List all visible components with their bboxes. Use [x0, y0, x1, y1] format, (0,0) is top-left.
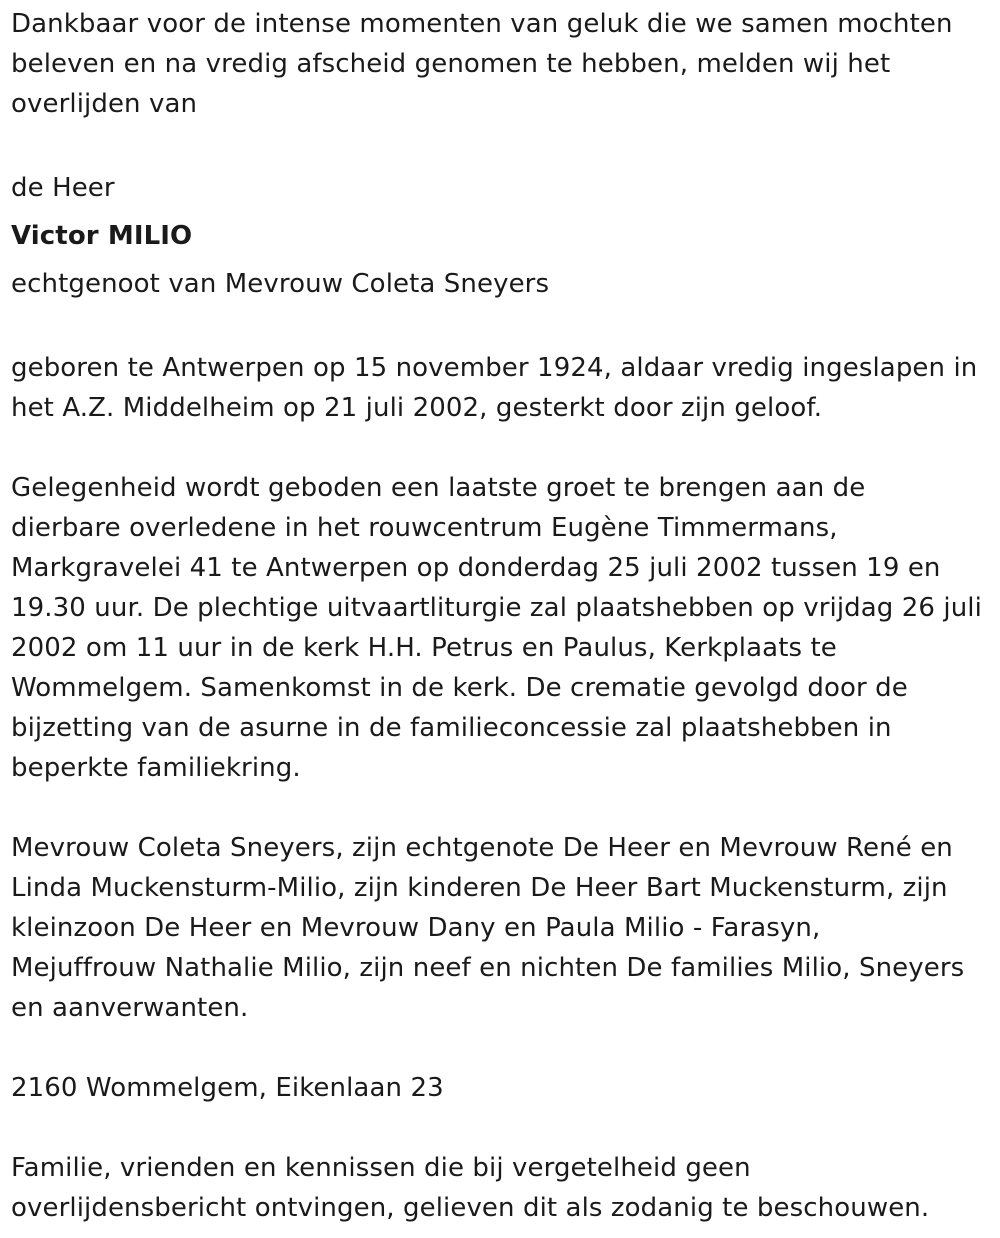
birth-death-line: het A.Z. Middelheim op 21 juli 2002, gesterkt door zijn geloof.: [11, 393, 823, 423]
birth-death-paragraph: [11, 348, 996, 428]
spacer: [11, 1028, 996, 1068]
deceased-name: Victor MILIO: [11, 221, 193, 251]
birth-death-line: geboren te Antwerpen op 15 november 1924, aldaar vredig ingeslapen in: [11, 353, 978, 383]
spacer: [11, 788, 996, 828]
closing-paragraph: [11, 1148, 996, 1228]
spouse-line: echtgenoot van Mevrouw Coleta Sneyers: [11, 269, 550, 299]
funeral-info-line: Wommelgem. Samenkomst in de kerk. De crematie gevolgd door de: [11, 673, 908, 703]
family-line: Linda Muckensturm-Milio, zijn kinderen De Heer Bart Muckensturm, zijn: [11, 873, 948, 903]
spacer: [11, 428, 996, 468]
funeral-info-line: Markgravelei 41 te Antwerpen op donderdag 25 juli 2002 tussen 19 en: [11, 553, 941, 583]
address: 2160 Wommelgem, Eikenlaan 23: [11, 1073, 444, 1103]
family-line: kleinzoon De Heer en Mevrouw Dany en Paula Milio - Farasyn,: [11, 913, 821, 943]
intro-line: beleven en na vredig afscheid genomen te hebben, melden wij het: [11, 49, 891, 79]
family-paragraph: [11, 828, 996, 1028]
salutation: de Heer: [11, 173, 115, 203]
funeral-info-line: Gelegenheid wordt geboden een laatste groet te brengen aan de: [11, 473, 866, 503]
family-line: en aanverwanten.: [11, 993, 249, 1023]
funeral-info-line: 19.30 uur. De plechtige uitvaartliturgie zal plaatshebben op vrijdag 26 juli: [11, 593, 982, 623]
family-line: Mevrouw Coleta Sneyers, zijn echtgenote De Heer en Mevrouw René en: [11, 833, 953, 863]
spacer: [11, 1108, 996, 1148]
funeral-info-line: 2002 om 11 uur in de kerk H.H. Petrus en Paulus, Kerkplaats te: [11, 633, 837, 663]
funeral-info-line: dierbare overledene in het rouwcentrum Eugène Timmermans,: [11, 513, 838, 543]
intro-line: overlijden van: [11, 89, 198, 119]
closing-line: overlijdensbericht ontvingen, gelieven dit als zodanig te beschouwen.: [11, 1193, 930, 1223]
spacer: [11, 308, 996, 348]
funeral-info-paragraph: [11, 468, 996, 788]
funeral-info-line: beperkte familiekring.: [11, 753, 301, 783]
intro-line: Dankbaar voor de intense momenten van geluk die we samen mochten: [11, 9, 953, 39]
family-line: Mejuffrouw Nathalie Milio, zijn neef en nichten De families Milio, Sneyers: [11, 953, 965, 983]
obituary-document: [11, 4, 996, 1228]
spacer: [11, 124, 996, 164]
funeral-info-line: bijzetting van de asurne in de familieconcessie zal plaatshebben in: [11, 713, 892, 743]
intro-paragraph: [11, 4, 996, 124]
closing-line: Familie, vrienden en kennissen die bij vergetelheid geen: [11, 1153, 751, 1183]
